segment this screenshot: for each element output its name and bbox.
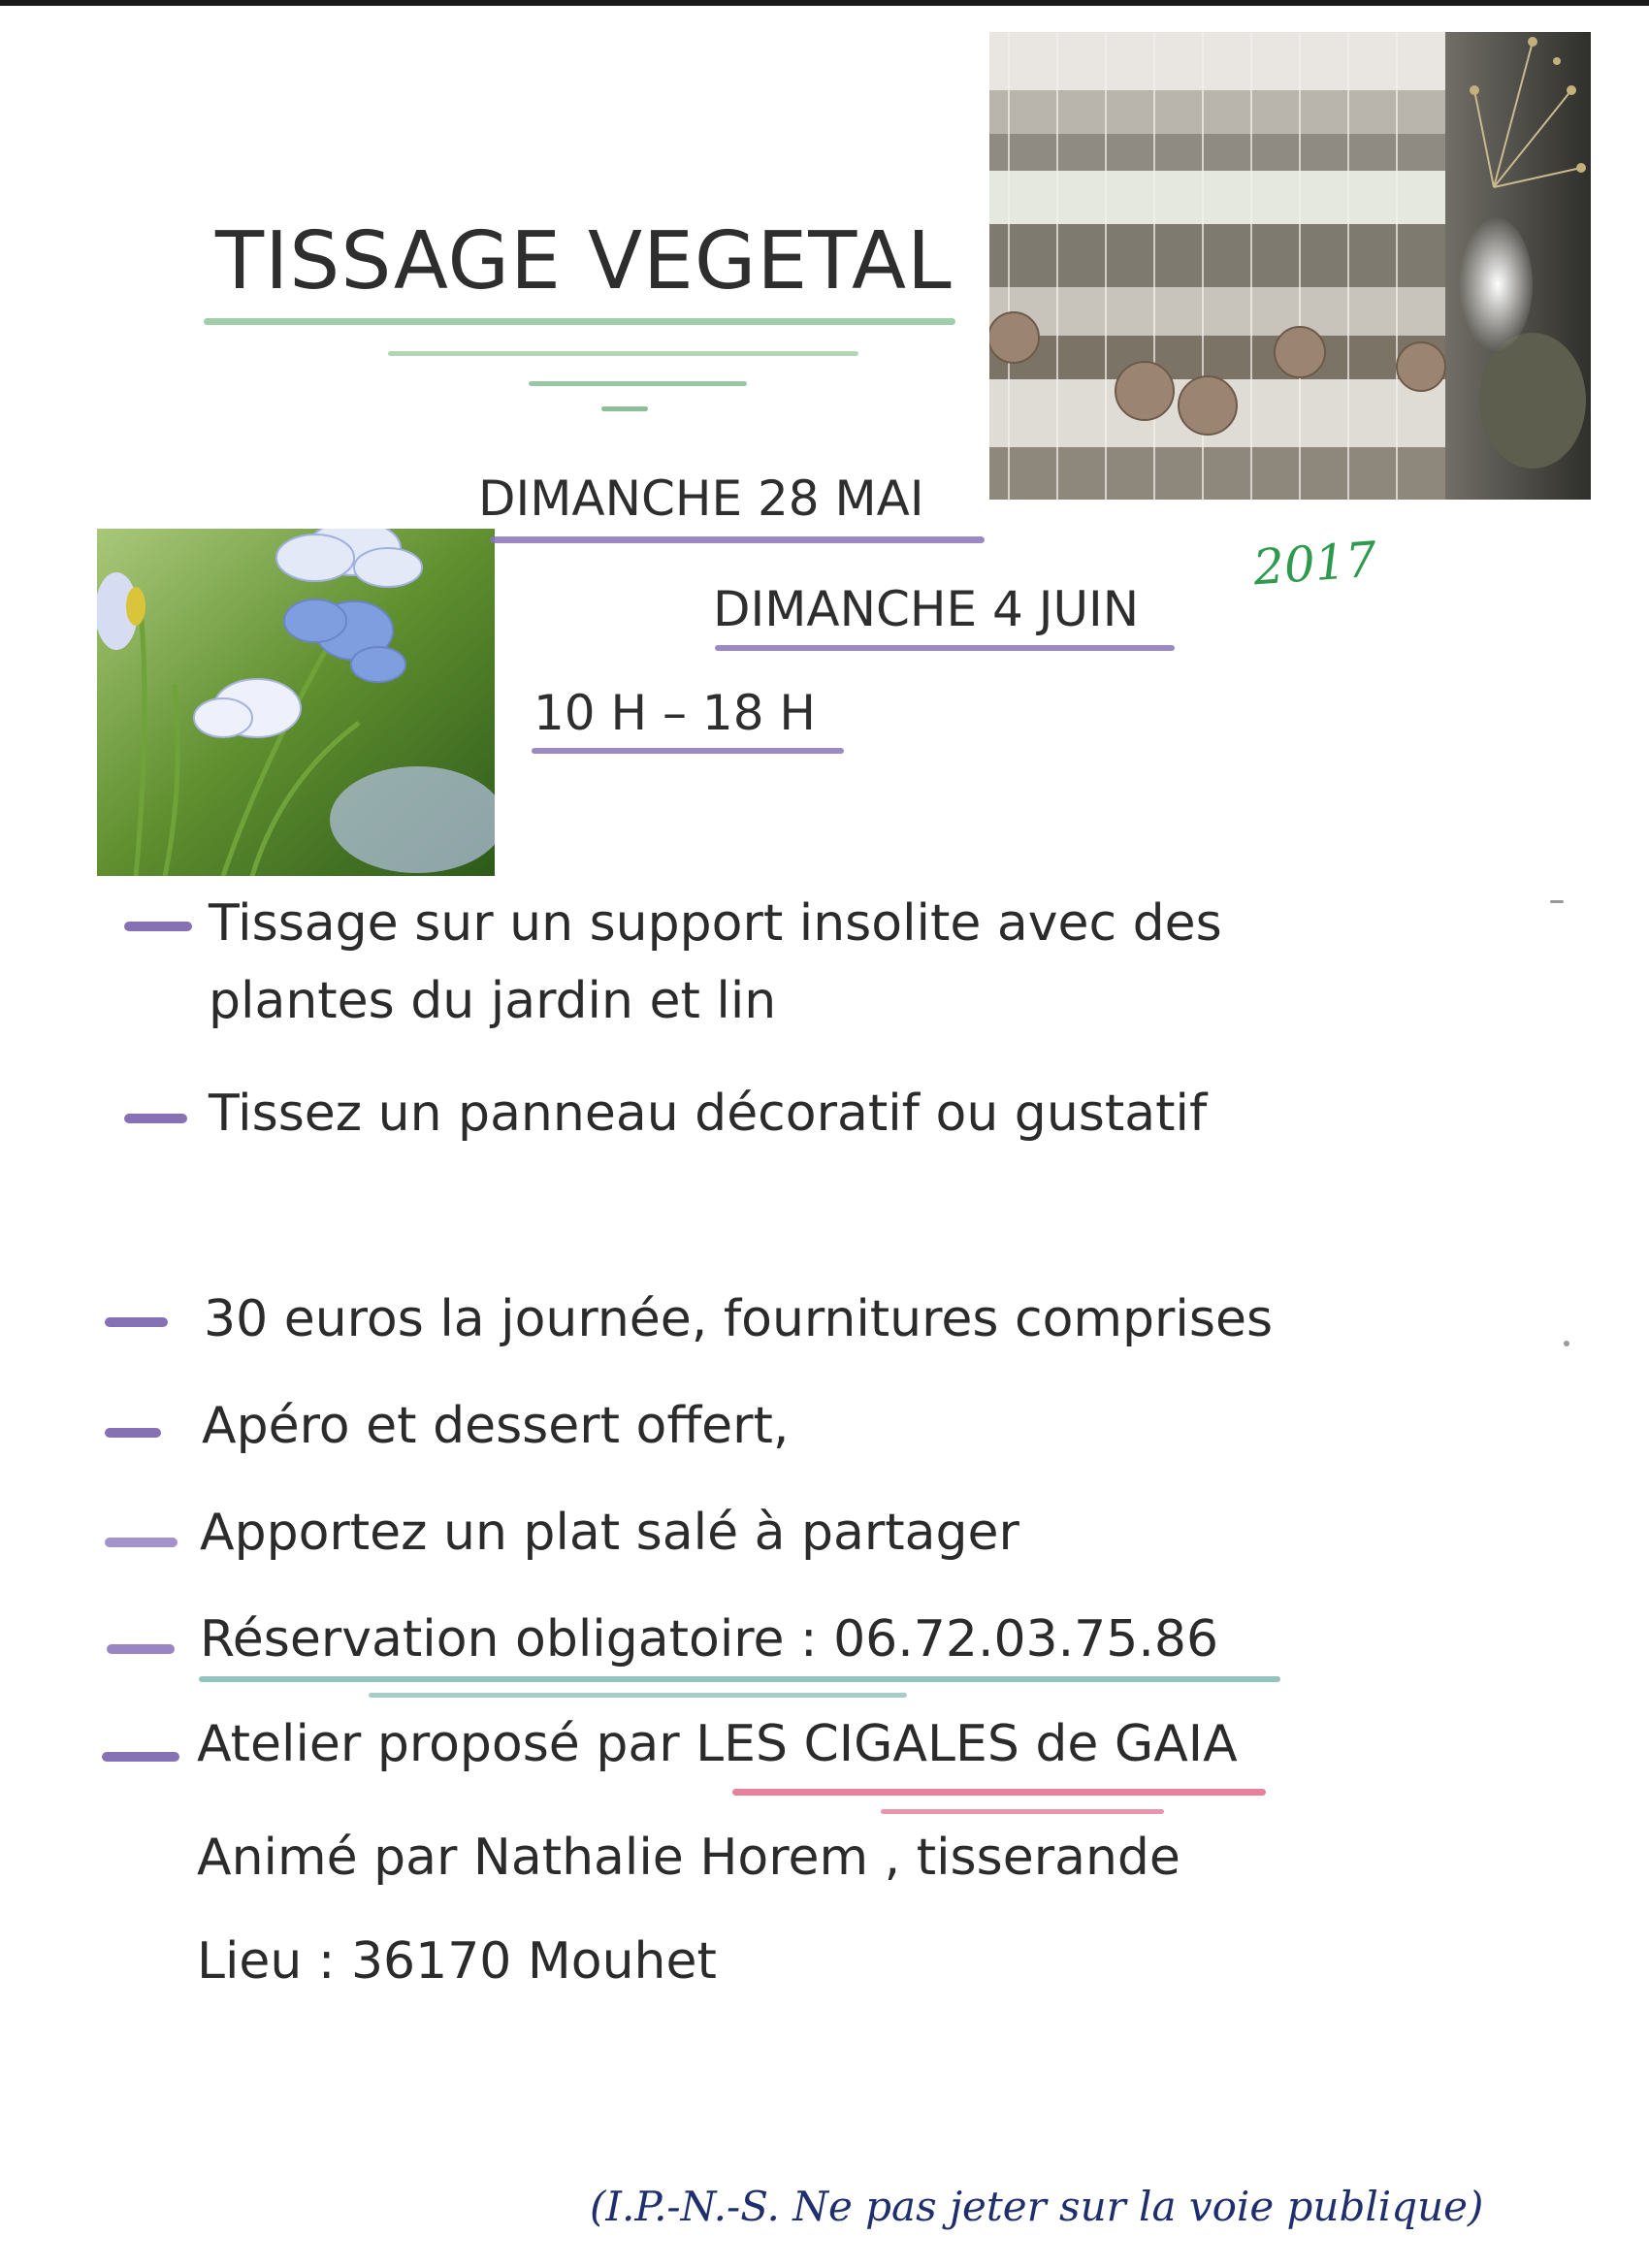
handwritten-footer-note: (I.P.-N.-S. Ne pas jeter sur la voie publique): [590, 2183, 1484, 2230]
info-line: Tissage sur un support insolite avec des: [209, 894, 1222, 953]
price-line: 30 euros la journée, fournitures comprises: [204, 1290, 1274, 1348]
weaving-photo: [989, 32, 1591, 500]
date-day-2: DIMANCHE 4 JUIN: [713, 581, 1140, 637]
organizer-underline-1: [732, 1789, 1266, 1796]
location-line: Lieu : 36170 Mouhet: [197, 1932, 717, 1991]
date-day-1: DIMANCHE 28 MAI: [478, 470, 924, 527]
bullet-dash: [102, 1752, 179, 1762]
title-underline-4: [601, 406, 648, 411]
scan-top-edge: [0, 0, 1649, 6]
animator-line: Animé par Nathalie Horem , tisserande: [197, 1829, 1180, 1887]
bullet-dash: [105, 1428, 161, 1438]
bullet-dash: [124, 922, 192, 931]
opening-hours-underline: [532, 748, 844, 754]
title-underline-1: [204, 318, 955, 325]
reservation-underline-2: [369, 1693, 907, 1698]
organizer-name: LES CIGALES de GAIA: [695, 1715, 1238, 1773]
title-underline-3: [529, 381, 747, 386]
opening-hours: 10 H – 18 H: [534, 685, 817, 741]
organizer-prefix: Atelier proposé par: [197, 1715, 680, 1773]
bullet-dash: [124, 1114, 187, 1123]
title-underline-2: [388, 351, 858, 356]
bullet-dash: [107, 1644, 175, 1654]
info-line: Apportez un plat salé à partager: [200, 1504, 1019, 1562]
info-line: plantes du jardin et lin: [209, 972, 777, 1030]
scan-speck: [1550, 900, 1564, 903]
date-day-2-underline: [715, 645, 1175, 651]
bullet-dash: [105, 1317, 168, 1327]
reservation-underline-1: [199, 1676, 1280, 1682]
bullet-dash: [105, 1538, 178, 1547]
organizer-line: [197, 1715, 1238, 1773]
handwritten-year: 2017: [1251, 531, 1379, 597]
info-line: Tissez un panneau décoratif ou gustatif: [209, 1085, 1208, 1143]
reservation-line: Réservation obligatoire : 06.72.03.75.86: [200, 1610, 1219, 1669]
date-day-1-underline: [490, 536, 985, 543]
organizer-underline-2: [881, 1809, 1164, 1814]
info-line: Apéro et dessert offert,: [202, 1397, 790, 1455]
flax-flower-photo: [97, 529, 495, 876]
page-title: TISSAGE VEGETAL: [215, 215, 953, 308]
scan-speck: [1564, 1341, 1569, 1346]
